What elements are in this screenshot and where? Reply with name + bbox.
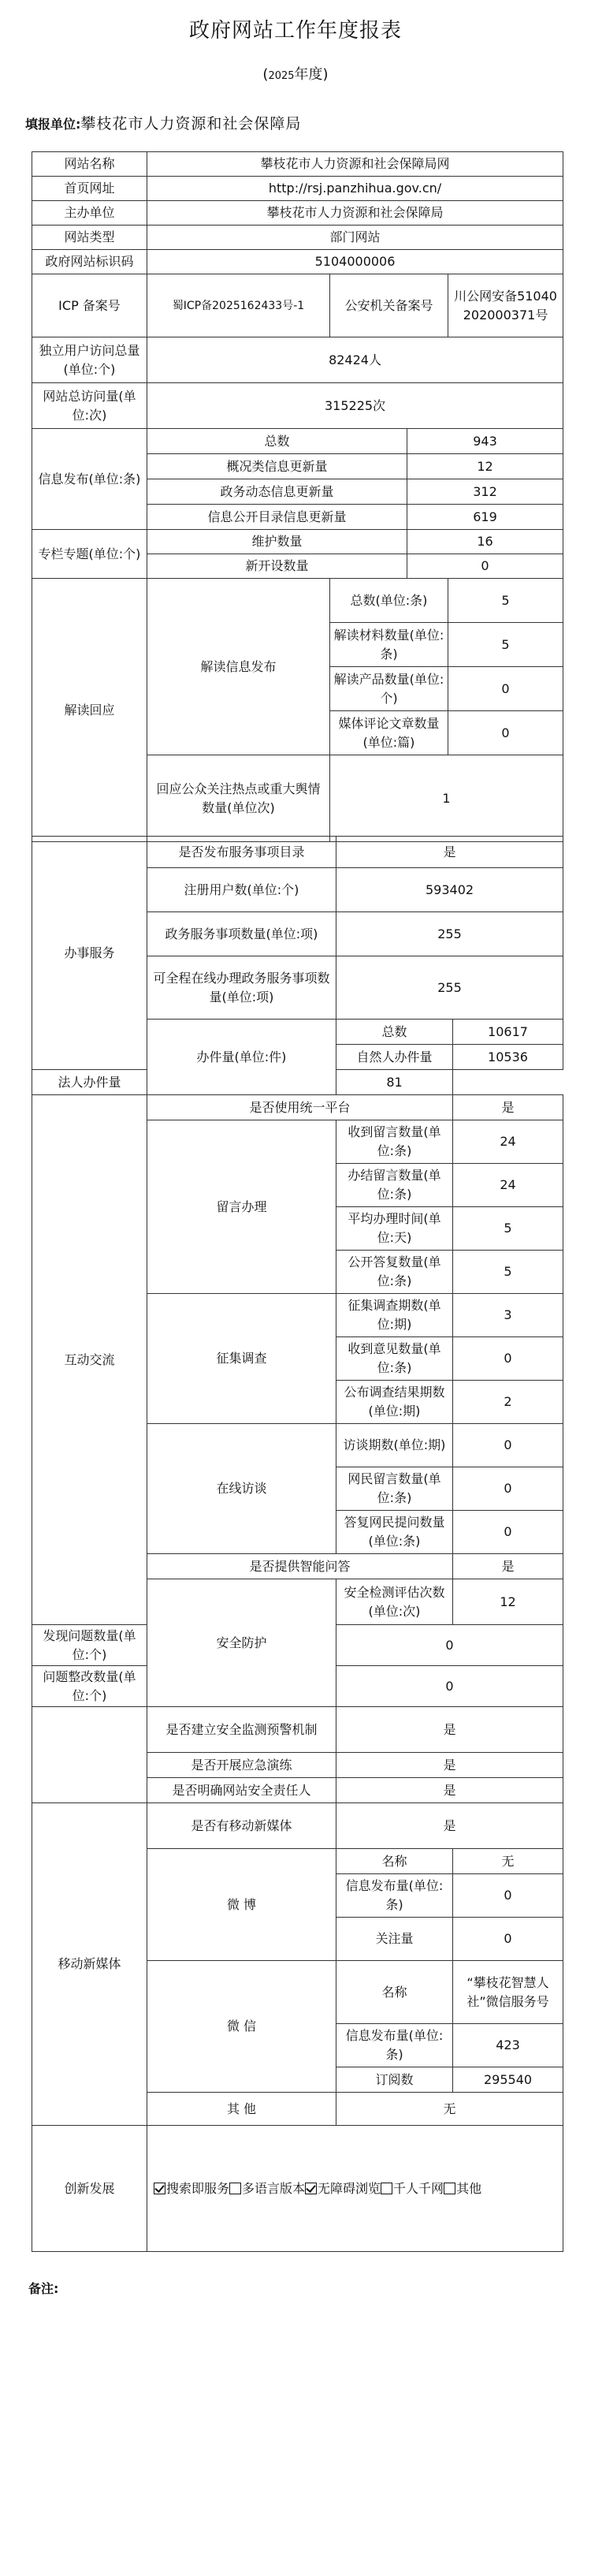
- label-talk-periods: 访谈期数(单位:期): [336, 1424, 453, 1467]
- label-service: 办事服务: [32, 837, 147, 1070]
- label-talk-answers: 答复网民提问数量(单位:条): [336, 1511, 453, 1554]
- row-uv: [32, 337, 563, 383]
- row-url: [32, 177, 563, 201]
- label-icp: ICP 备案号: [32, 274, 147, 337]
- value-sec-eval: 12: [453, 1579, 563, 1625]
- option-label: 多语言版本: [242, 2180, 306, 2196]
- value-wechat-posts: 423: [453, 2024, 563, 2067]
- checkbox-empty-icon[interactable]: [229, 2183, 241, 2194]
- option-search-service[interactable]: [154, 2181, 229, 2196]
- row-sec-monitor: [32, 1707, 563, 1753]
- value-survey-results: 2: [453, 1381, 563, 1424]
- label-weibo: 微 博: [147, 1849, 336, 1961]
- label-info-news: 政务动态信息更新量: [147, 479, 407, 505]
- label-special: 专栏专题(单位:个): [32, 530, 147, 579]
- value-media-has: 是: [336, 1803, 563, 1849]
- label-service-legal: 法人办件量: [32, 1070, 147, 1095]
- row-pv: [32, 383, 563, 429]
- value-sec-found: 0: [336, 1625, 563, 1666]
- value-wechat-subs: 295540: [453, 2067, 563, 2093]
- label-info: 信息发布(单位:条): [32, 429, 147, 530]
- value-psb: 川公网安备51040202000371号: [448, 274, 563, 337]
- label-interpret-product: 解读产品数量(单位:个): [330, 667, 448, 711]
- value-weibo-name: 无: [453, 1849, 563, 1874]
- row-icp: [32, 274, 563, 337]
- filler-label: 填报单位:: [25, 117, 81, 132]
- value-service-publish: 是: [336, 837, 563, 868]
- row-special-maint: [32, 530, 563, 554]
- label-info-overview: 概况类信息更新量: [147, 454, 407, 479]
- value-uv: 82424人: [147, 337, 563, 383]
- value-interpret-media: 0: [448, 711, 563, 755]
- value-service-online: 255: [336, 956, 563, 1020]
- label-wechat-name: 名称: [336, 1961, 453, 2024]
- label-inter-platform: 是否使用统一平台: [147, 1095, 453, 1120]
- label-msg-recv: 收到留言数量(单位:条): [336, 1120, 453, 1164]
- value-url: http://rsj.panzhihua.gov.cn/: [147, 177, 563, 201]
- row-code: [32, 250, 563, 274]
- value-interpret-total: 5: [448, 579, 563, 623]
- value-survey-opinions: 0: [453, 1337, 563, 1381]
- label-survey-periods: 征集调查期数(单位:期): [336, 1294, 453, 1337]
- label-service-items: 政务服务事项数量(单位:项): [147, 912, 336, 956]
- label-code: 政府网站标识码: [32, 250, 147, 274]
- innovation-options: [147, 2126, 563, 2252]
- option-label: 千人千网: [393, 2180, 444, 2196]
- label-service-users: 注册用户数(单位:个): [147, 868, 336, 912]
- label-service-person: 自然人办件量: [336, 1045, 453, 1070]
- report-table-basic: [32, 151, 563, 842]
- label-msg-avg: 平均办理时间(单位:天): [336, 1207, 453, 1251]
- checkbox-empty-icon[interactable]: [381, 2183, 392, 2194]
- label-security-blank: [32, 1707, 147, 1803]
- option-personalized[interactable]: [381, 2181, 444, 2196]
- label-site-name: 网站名称: [32, 152, 147, 177]
- checkbox-empty-icon[interactable]: [444, 2183, 455, 2194]
- label-talk-questions: 网民留言数量(单位:条): [336, 1467, 453, 1511]
- filler-unit: [25, 112, 301, 133]
- year-value: 2025: [268, 70, 295, 82]
- option-label: 其他: [456, 2180, 482, 2196]
- report-table-services: [32, 836, 563, 2252]
- filler-value: 攀枝花市人力资源和社会保障局: [80, 115, 302, 132]
- value-sec-drill: 是: [336, 1753, 563, 1778]
- year-open: (: [262, 66, 269, 83]
- value-msg-recv: 24: [453, 1120, 563, 1164]
- label-special-maint: 维护数量: [147, 530, 407, 554]
- label-service-total: 总数: [336, 1020, 453, 1045]
- value-info-news: 312: [407, 479, 563, 505]
- label-sec-owner: 是否明确网站安全责任人: [147, 1778, 336, 1803]
- label-wechat: 微 信: [147, 1961, 336, 2093]
- value-msg-avg: 5: [453, 1207, 563, 1251]
- value-weibo-fans: 0: [453, 1918, 563, 1961]
- value-msg-done: 24: [453, 1164, 563, 1207]
- label-interpret-material: 解读材料数量(单位:条): [330, 623, 448, 667]
- value-service-legal: 81: [336, 1070, 453, 1095]
- label-security: 安全防护: [147, 1579, 336, 1707]
- value-org: 攀枝花市人力资源和社会保障局: [147, 201, 563, 226]
- option-label: 无障碍浏览: [318, 2180, 381, 2196]
- label-survey-opinions: 收到意见数量(单位:条): [336, 1337, 453, 1381]
- row-info-total: [32, 429, 563, 454]
- label-info-total: 总数: [147, 429, 407, 454]
- label-uv: 独立用户访问总量(单位:个): [32, 337, 147, 383]
- label-sec-drill: 是否开展应急演练: [147, 1753, 336, 1778]
- value-special-maint: 16: [407, 530, 563, 554]
- value-service-users: 593402: [336, 868, 563, 912]
- label-org: 主办单位: [32, 201, 147, 226]
- value-special-new: 0: [407, 554, 563, 579]
- value-icp: 蜀ICP备2025162433号-1: [147, 274, 330, 337]
- option-label: 搜索即服务: [166, 2180, 230, 2196]
- label-weibo-posts: 信息发布量(单位:条): [336, 1874, 453, 1918]
- value-sec-fixed: 0: [336, 1666, 563, 1707]
- value-site-name: 攀枝花市人力资源和社会保障局网: [147, 152, 563, 177]
- label-survey: 征集调查: [147, 1294, 336, 1424]
- option-other[interactable]: [444, 2181, 481, 2196]
- value-inter-smart: 是: [453, 1554, 563, 1579]
- row-service-publish: [32, 837, 563, 868]
- value-type: 部门网站: [147, 226, 563, 250]
- label-weibo-fans: 关注量: [336, 1918, 453, 1961]
- label-interpret-respond: 回应公众关注热点或重大舆情数量(单位次): [147, 755, 330, 842]
- value-wechat-name: “攀枝花智慧人社”微信服务号: [453, 1961, 563, 2024]
- label-wechat-subs: 订阅数: [336, 2067, 453, 2093]
- value-interpret-material: 5: [448, 623, 563, 667]
- label-special-new: 新开设数量: [147, 554, 407, 579]
- label-service-online: 可全程在线办理政务服务事项数量(单位:项): [147, 956, 336, 1020]
- label-sec-eval: 安全检测评估次数(单位:次): [336, 1579, 453, 1625]
- value-service-items: 255: [336, 912, 563, 956]
- row-org: [32, 201, 563, 226]
- value-survey-periods: 3: [453, 1294, 563, 1337]
- option-multilingual[interactable]: [229, 2181, 305, 2196]
- label-talk: 在线访谈: [147, 1424, 336, 1554]
- label-msg-pub: 公开答复数量(单位:条): [336, 1251, 453, 1294]
- value-talk-periods: 0: [453, 1424, 563, 1467]
- year-close: 年度): [294, 66, 329, 83]
- checkbox-checked-icon[interactable]: [305, 2183, 317, 2194]
- value-media-other: 无: [336, 2093, 563, 2126]
- value-interpret-respond: 1: [330, 755, 563, 842]
- value-service-total: 10617: [453, 1020, 563, 1045]
- value-info-open: 619: [407, 505, 563, 530]
- label-info-open: 信息公开目录信息更新量: [147, 505, 407, 530]
- label-msg: 留言办理: [147, 1120, 336, 1294]
- label-innovation: 创新发展: [32, 2126, 147, 2252]
- remarks-label: 备注:: [28, 2281, 59, 2296]
- value-code: 5104000006: [147, 250, 563, 274]
- report-title: 政府网站工作年度报表: [188, 19, 402, 43]
- row-name: [32, 152, 563, 177]
- label-interpret: 解读回应: [32, 579, 147, 842]
- checkbox-checked-icon[interactable]: [154, 2183, 165, 2194]
- value-msg-pub: 5: [453, 1251, 563, 1294]
- label-weibo-name: 名称: [336, 1849, 453, 1874]
- value-service-person: 10536: [453, 1045, 563, 1070]
- value-weibo-posts: 0: [453, 1874, 563, 1918]
- value-inter-platform: 是: [453, 1095, 563, 1120]
- label-pv: 网站总访问量(单位:次): [32, 383, 147, 429]
- row-interpret-total: [32, 579, 563, 623]
- label-interpret-pub: 解读信息发布: [147, 579, 330, 755]
- value-info-overview: 12: [407, 454, 563, 479]
- option-accessibility[interactable]: [305, 2181, 381, 2196]
- value-talk-questions: 0: [453, 1467, 563, 1511]
- label-psb: 公安机关备案号: [330, 274, 448, 337]
- label-interpret-media: 媒体评论文章数量(单位:篇): [330, 711, 448, 755]
- label-sec-monitor: 是否建立安全监测预警机制: [147, 1707, 336, 1753]
- label-url: 首页网址: [32, 177, 147, 201]
- label-survey-results: 公布调查结果期数(单位:期): [336, 1381, 453, 1424]
- report-year: [0, 63, 591, 84]
- row-inter-platform: [32, 1095, 563, 1120]
- label-media-has: 是否有移动新媒体: [147, 1803, 336, 1849]
- value-talk-answers: 0: [453, 1511, 563, 1554]
- row-type: [32, 226, 563, 250]
- label-msg-done: 办结留言数量(单位:条): [336, 1164, 453, 1207]
- label-service-publish: 是否发布服务事项目录: [147, 837, 336, 868]
- value-sec-owner: 是: [336, 1778, 563, 1803]
- value-info-total: 943: [407, 429, 563, 454]
- label-service-handle: 办件量(单位:件): [147, 1020, 336, 1095]
- value-pv: 315225次: [147, 383, 563, 429]
- row-innovation: [32, 2126, 563, 2252]
- label-inter-smart: 是否提供智能问答: [147, 1554, 453, 1579]
- label-wechat-posts: 信息发布量(单位:条): [336, 2024, 453, 2067]
- label-type: 网站类型: [32, 226, 147, 250]
- label-sec-fixed: 问题整改数量(单位:个): [32, 1666, 147, 1707]
- label-interpret-total: 总数(单位:条): [330, 579, 448, 623]
- label-sec-found: 发现问题数量(单位:个): [32, 1625, 147, 1666]
- label-media: 移动新媒体: [32, 1803, 147, 2126]
- label-interaction: 互动交流: [32, 1095, 147, 1625]
- row-media-has: [32, 1803, 563, 1849]
- value-interpret-product: 0: [448, 667, 563, 711]
- label-media-other: 其 他: [147, 2093, 336, 2126]
- value-sec-monitor: 是: [336, 1707, 563, 1753]
